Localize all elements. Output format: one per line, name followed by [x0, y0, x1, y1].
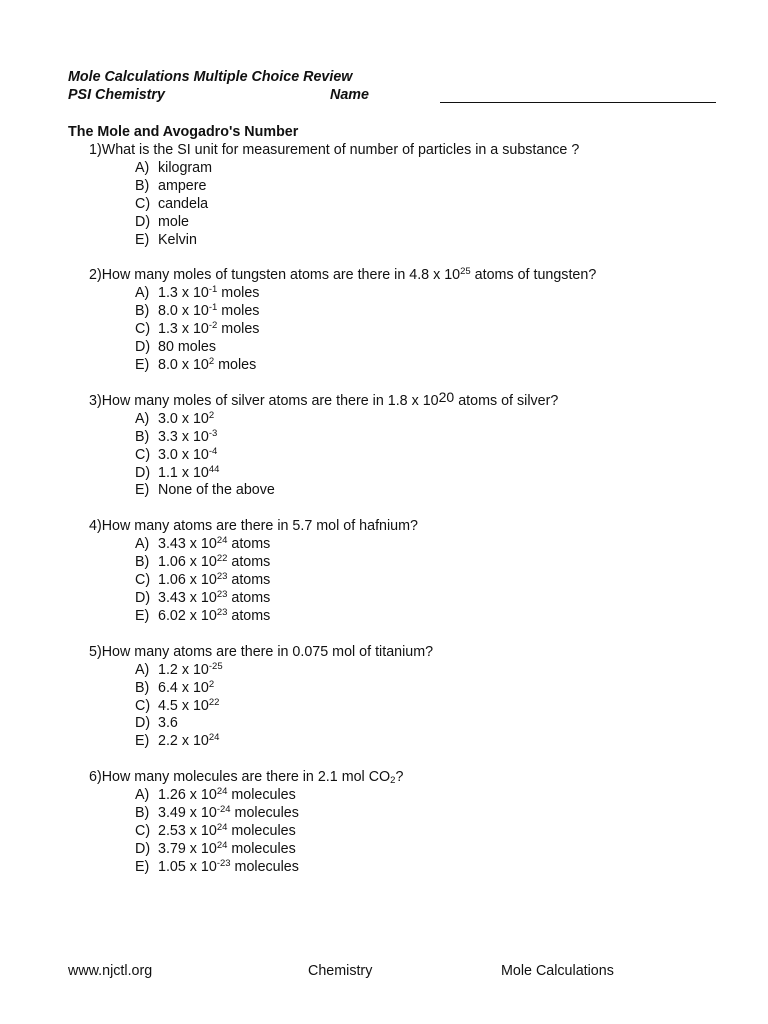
choice-base: 3.0 x 10	[158, 446, 209, 463]
choice-text	[158, 822, 729, 840]
choice-base: 6.4 x 10	[158, 679, 209, 696]
choice-text: candela	[158, 195, 209, 212]
choice-base: 3.43 x 10	[158, 536, 217, 553]
choice-unit: moles	[217, 321, 260, 338]
exponent: 20	[438, 388, 455, 405]
choice-text	[158, 356, 729, 374]
question-1	[89, 141, 729, 248]
choice-letter: B)	[135, 805, 150, 822]
choice-exponent: 23	[216, 571, 228, 583]
question-4-text	[89, 517, 729, 535]
choice-text: 3.6	[158, 715, 178, 732]
choice-1d[interactable]	[135, 213, 729, 231]
choice-base: 3.49 x 10	[158, 805, 217, 822]
choice-letter: E)	[135, 733, 150, 750]
choice-letter: B)	[135, 177, 150, 194]
choice-text	[158, 302, 729, 320]
choice-exponent: -1	[208, 302, 218, 314]
choice-letter: A)	[135, 160, 150, 176]
question-6	[89, 768, 729, 875]
question-5	[89, 643, 729, 750]
question-5-text	[89, 643, 729, 661]
choice-text	[158, 858, 729, 876]
choice-base: 1.2 x 10	[158, 661, 209, 678]
choice-base: 3.0 x 10	[158, 410, 209, 427]
footer-website: www.njctl.org	[68, 963, 153, 979]
choice-2c[interactable]	[135, 320, 729, 338]
choice-text	[158, 589, 729, 607]
choice-unit: molecules	[227, 787, 296, 804]
choice-exponent: 23	[216, 589, 228, 601]
choice-6a[interactable]	[135, 786, 729, 804]
choice-letter: D)	[135, 590, 151, 607]
choice-unit: atoms	[227, 554, 271, 571]
footer-topic: Mole Calculations	[501, 963, 614, 979]
exponent: 25	[460, 266, 471, 278]
question-prompt: How many molecules are there in 2.1 mol CO	[101, 769, 391, 786]
question-prompt-end: atoms of silver?	[454, 392, 559, 409]
question-3-text	[89, 388, 729, 410]
question-2-text	[89, 266, 729, 284]
question-4	[89, 517, 729, 624]
choice-base: 2.53 x 10	[158, 823, 217, 840]
choice-3e[interactable]	[135, 481, 729, 499]
choice-text	[158, 553, 729, 571]
choice-exponent: 2	[208, 678, 215, 690]
question-number: 3)	[89, 392, 102, 409]
choice-exponent: 24	[216, 535, 228, 547]
choice-unit: moles	[217, 285, 260, 302]
choice-base: 2.2 x 10	[158, 733, 209, 750]
choice-base: 1.26 x 10	[158, 787, 217, 804]
question-prompt: How many moles of silver atoms are there in 1.8 x 10	[101, 392, 439, 409]
choice-base: 1.06 x 10	[158, 554, 217, 571]
choice-exponent: -24	[216, 804, 231, 816]
choice-unit: molecules	[227, 823, 296, 840]
choice-unit: molecules	[227, 840, 296, 857]
choice-2d[interactable]	[135, 338, 729, 356]
question-number: 1)	[89, 142, 102, 158]
choice-text: Kelvin	[158, 231, 197, 248]
choice-unit: atoms	[227, 536, 271, 553]
question-1-text	[89, 141, 729, 159]
worksheet-header	[68, 68, 708, 104]
choice-text	[158, 661, 729, 679]
choice-text	[158, 464, 729, 482]
choice-4e[interactable]	[135, 607, 729, 625]
choice-unit: atoms	[227, 590, 271, 607]
footer-subject: Chemistry	[308, 963, 373, 979]
subscript: 2	[390, 775, 396, 787]
choice-unit: moles	[217, 303, 260, 320]
choice-letter: A)	[135, 787, 150, 804]
choice-base: 1.05 x 10	[158, 858, 217, 875]
choice-letter: A)	[135, 410, 150, 427]
choice-exponent: 2	[208, 356, 215, 368]
choice-1e[interactable]	[135, 231, 729, 249]
choice-base: 4.5 x 10	[158, 697, 209, 714]
choice-6b[interactable]	[135, 804, 729, 822]
choice-text	[158, 840, 729, 858]
choice-base: 3.3 x 10	[158, 428, 209, 445]
choice-text	[158, 284, 729, 302]
choice-text	[158, 428, 729, 446]
name-blank-line	[440, 102, 716, 103]
choice-unit: moles	[214, 357, 257, 374]
choice-letter: E)	[135, 357, 150, 374]
choice-base: 3.79 x 10	[158, 840, 217, 857]
choice-exponent: 44	[208, 463, 220, 475]
choice-exponent: -3	[208, 427, 218, 439]
choice-letter: C)	[135, 572, 151, 589]
choice-5a[interactable]	[135, 661, 729, 679]
choice-letter: B)	[135, 428, 150, 445]
choice-text	[158, 732, 729, 750]
choice-1b[interactable]	[135, 177, 729, 195]
choice-text: mole	[158, 213, 189, 230]
choice-exponent: 24	[216, 786, 228, 798]
name-label: Name	[330, 87, 369, 103]
course-name: PSI Chemistry	[68, 87, 165, 103]
choice-base: 1.3 x 10	[158, 285, 209, 302]
question-number: 5)	[89, 643, 102, 660]
choice-exponent: 24	[216, 839, 228, 851]
choice-letter: E)	[135, 231, 150, 248]
choice-letter: D)	[135, 840, 151, 857]
choice-2b[interactable]	[135, 302, 729, 320]
choice-letter: D)	[135, 213, 151, 230]
choice-letter: D)	[135, 464, 151, 481]
question-number: 4)	[89, 518, 102, 535]
choice-base: 8.0 x 10	[158, 357, 209, 374]
choice-4b[interactable]	[135, 553, 729, 571]
choice-text	[158, 410, 729, 428]
choice-letter: A)	[135, 661, 150, 678]
choice-text: None of the above	[158, 482, 275, 499]
choice-base: 6.02 x 10	[158, 607, 217, 624]
choice-exponent: 23	[216, 606, 228, 618]
choice-5e[interactable]	[135, 732, 729, 750]
question-number: 2)	[89, 267, 102, 284]
choice-2e[interactable]	[135, 356, 729, 374]
choice-letter: E)	[135, 482, 150, 499]
choice-text	[158, 697, 729, 715]
choice-6e[interactable]	[135, 858, 729, 876]
choice-letter: A)	[135, 536, 150, 553]
question-3	[89, 388, 729, 499]
choice-exponent: 22	[216, 553, 228, 565]
choice-letter: C)	[135, 195, 151, 212]
choice-text	[158, 446, 729, 464]
choice-1c[interactable]	[135, 195, 729, 213]
question-prompt: How many atoms are there in 5.7 mol of hafnium?	[101, 518, 418, 535]
choice-base: 1.1 x 10	[158, 464, 209, 481]
question-prompt: How many moles of tungsten atoms are there in 4.8 x 10	[101, 267, 461, 284]
choice-unit: atoms	[227, 607, 271, 624]
choice-text: 80 moles	[158, 339, 217, 356]
choice-3a[interactable]	[135, 410, 729, 428]
choice-letter: B)	[135, 554, 150, 571]
choice-4c[interactable]	[135, 571, 729, 589]
choice-exponent: 24	[216, 822, 228, 834]
choice-exponent: -23	[216, 857, 231, 869]
choice-letter: C)	[135, 321, 151, 338]
choice-text: kilogram	[158, 160, 213, 176]
choice-letter: B)	[135, 303, 150, 320]
choice-letter: D)	[135, 339, 151, 356]
choice-letter: E)	[135, 607, 150, 624]
choice-exponent: 22	[208, 696, 220, 708]
choice-exponent: 24	[208, 732, 220, 744]
choice-5d[interactable]	[135, 714, 729, 732]
choice-base: 1.06 x 10	[158, 572, 217, 589]
question-prompt: How many atoms are there in 0.075 mol of titanium?	[101, 643, 434, 660]
choice-exponent: -2	[208, 320, 218, 332]
choice-text	[158, 571, 729, 589]
choice-exponent: -1	[208, 284, 218, 296]
choice-text	[158, 535, 729, 553]
choice-letter: C)	[135, 697, 151, 714]
choice-4a[interactable]	[135, 535, 729, 553]
choice-unit: molecules	[230, 805, 299, 822]
question-prompt-end: atoms of tungsten?	[470, 267, 597, 284]
choice-1a[interactable]	[135, 159, 729, 177]
choice-3d[interactable]	[135, 464, 729, 482]
choice-2a[interactable]	[135, 284, 729, 302]
choice-5b[interactable]	[135, 679, 729, 697]
choice-base: 3.43 x 10	[158, 590, 217, 607]
worksheet-title: Mole Calculations Multiple Choice Review	[68, 69, 353, 85]
choice-text	[158, 786, 729, 804]
choice-3c[interactable]	[135, 446, 729, 464]
question-list	[89, 141, 729, 894]
choice-exponent: 2	[208, 409, 215, 421]
choice-exponent: -25	[208, 660, 223, 672]
question-prompt: What is the SI unit for measurement of number of particles in a substance ?	[101, 142, 580, 158]
choice-letter: C)	[135, 823, 151, 840]
choice-5c[interactable]	[135, 697, 729, 715]
choice-6d[interactable]	[135, 840, 729, 858]
choice-6c[interactable]	[135, 822, 729, 840]
choice-letter: B)	[135, 679, 150, 696]
choice-letter: A)	[135, 285, 150, 302]
choice-exponent: -4	[208, 445, 218, 457]
question-6-text	[89, 768, 729, 786]
choice-text	[158, 804, 729, 822]
question-prompt-end: ?	[395, 769, 404, 786]
choice-4d[interactable]	[135, 589, 729, 607]
choice-base: 8.0 x 10	[158, 303, 209, 320]
choice-unit: atoms	[227, 572, 271, 589]
question-2	[89, 266, 729, 373]
choice-letter: D)	[135, 715, 151, 732]
choice-unit: molecules	[230, 858, 299, 875]
choice-3b[interactable]	[135, 428, 729, 446]
choice-text	[158, 679, 729, 697]
question-number: 6)	[89, 769, 102, 786]
choice-text	[158, 607, 729, 625]
choice-base: 1.3 x 10	[158, 321, 209, 338]
choice-text: ampere	[158, 177, 207, 194]
section-title: The Mole and Avogadro's Number	[68, 124, 299, 140]
choice-text	[158, 320, 729, 338]
choice-letter: C)	[135, 446, 151, 463]
choice-letter: E)	[135, 858, 150, 875]
